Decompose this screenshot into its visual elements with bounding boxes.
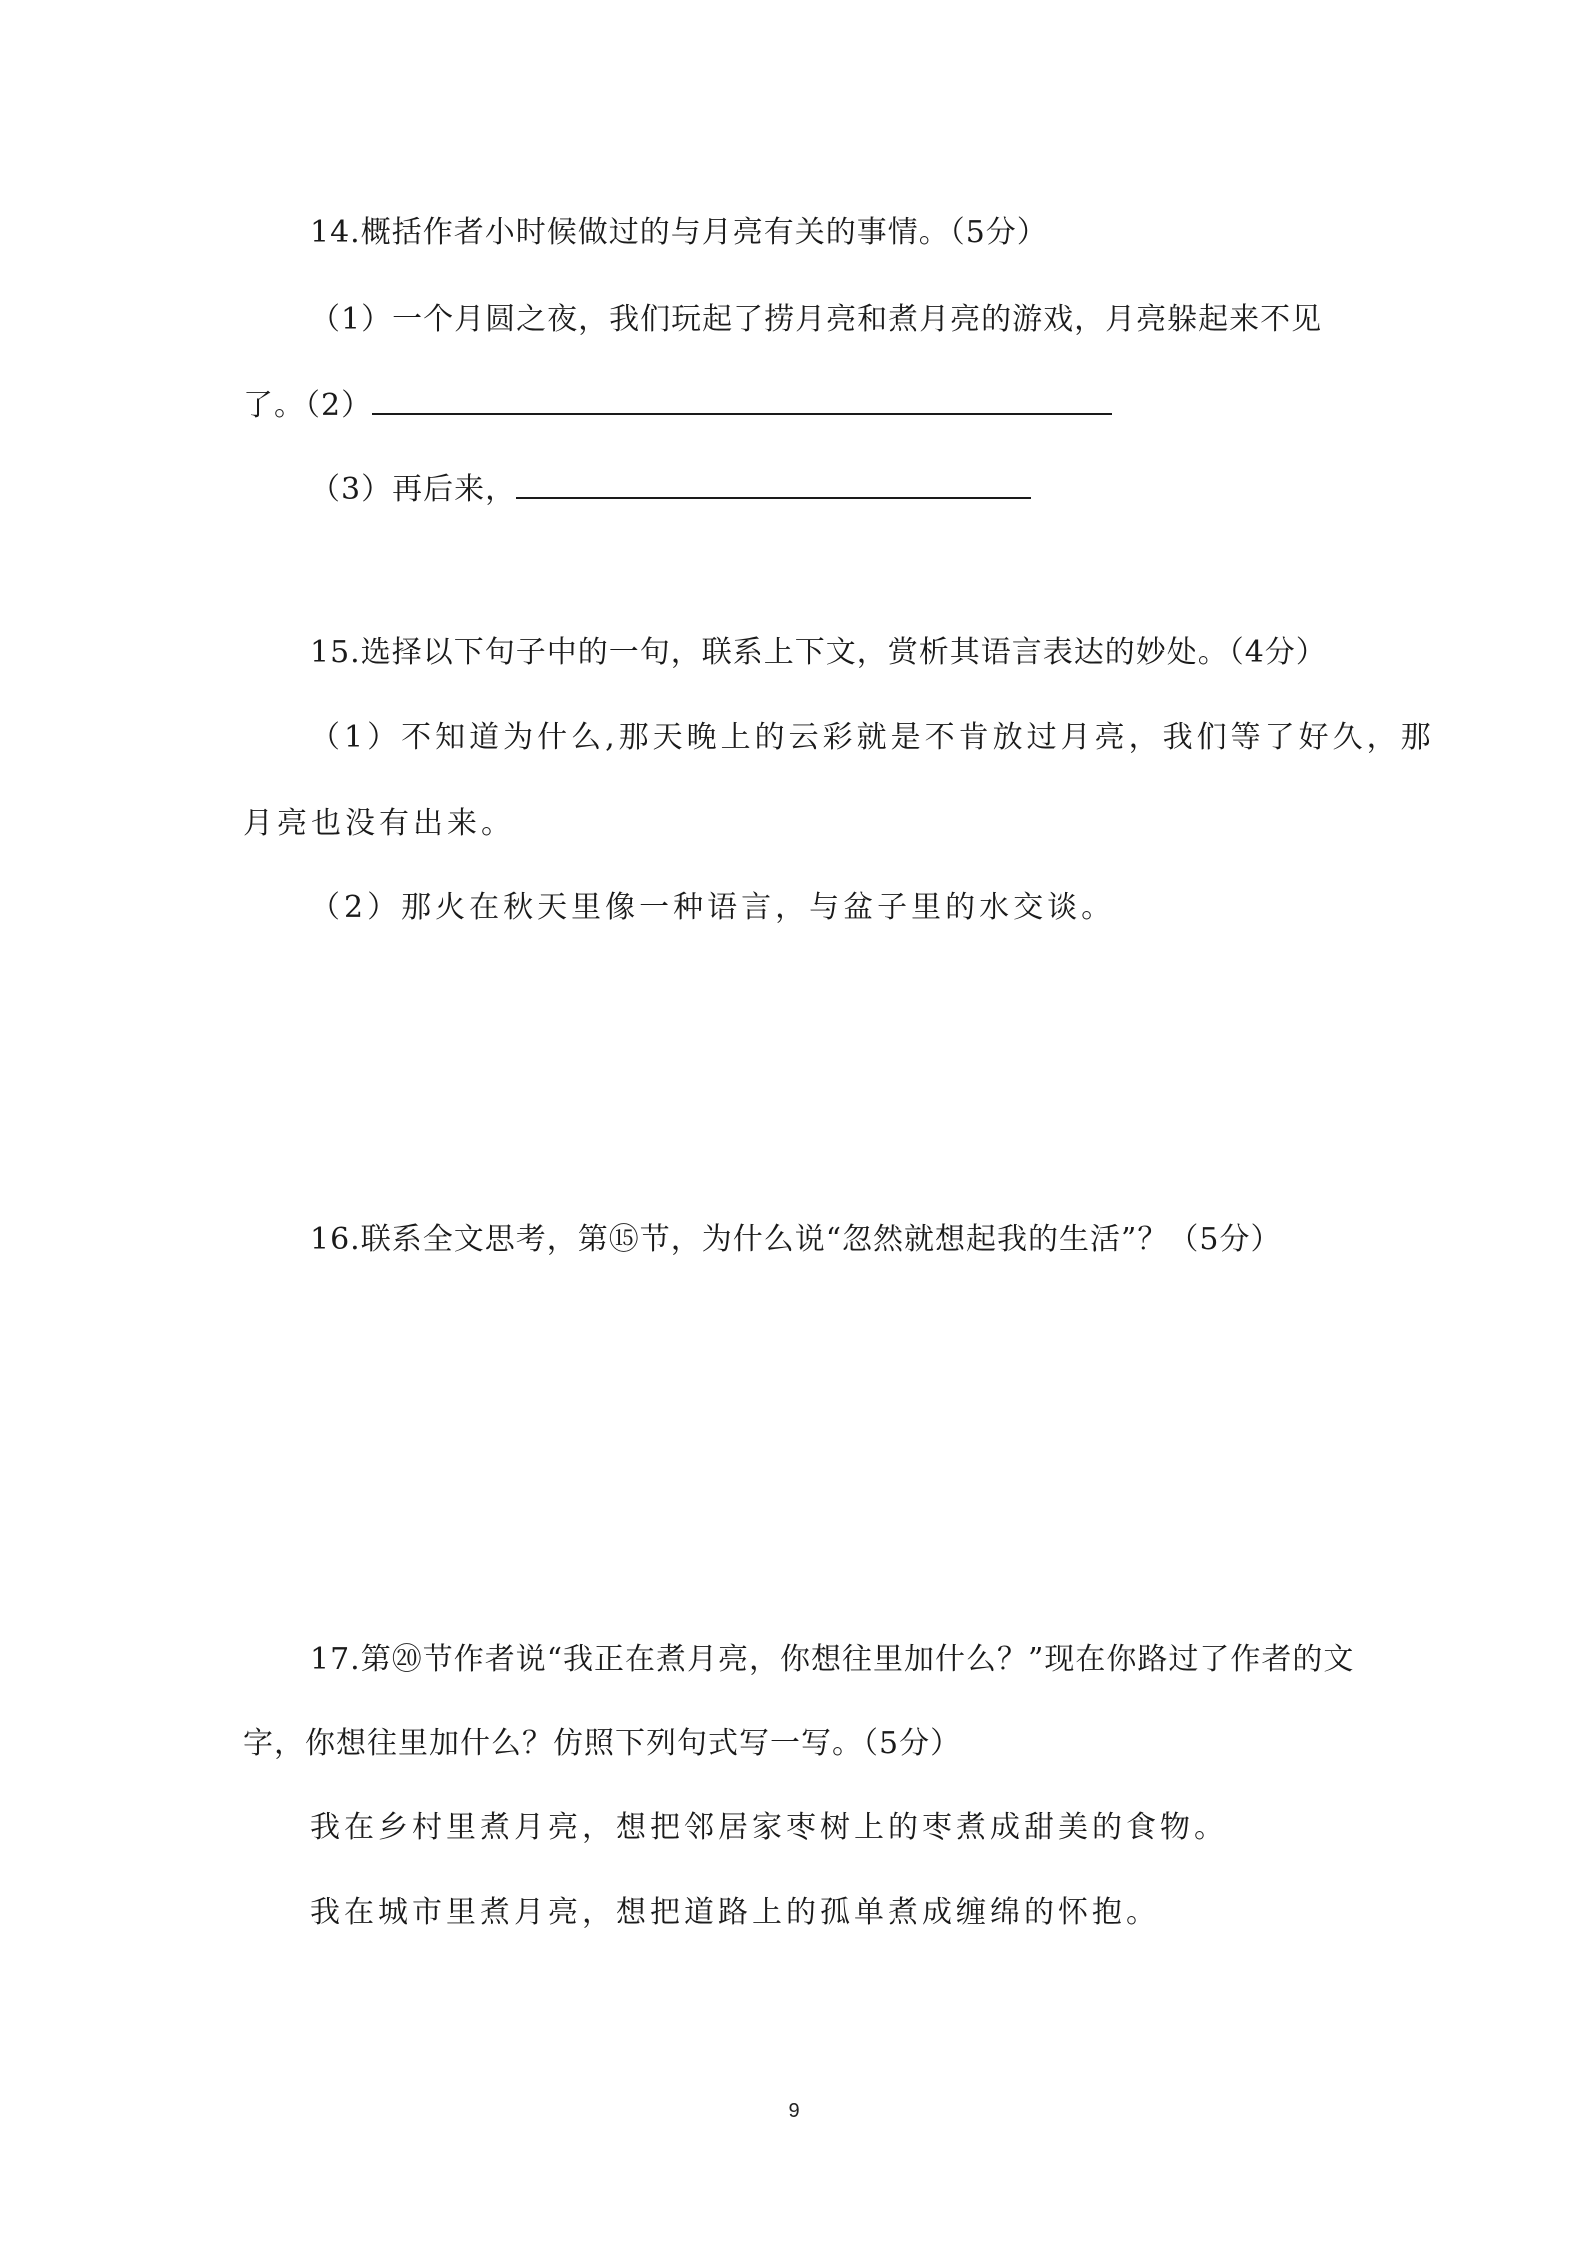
q15-title: 15.选择以下句子中的一句，联系上下文，赏析其语言表达的妙处。（4分） — [310, 635, 1327, 670]
q17-example2: 我在城市里煮月亮，想把道路上的孤单煮成缠绵的怀抱。 — [310, 1895, 1160, 1930]
page-number: 9 — [788, 2100, 800, 2122]
q14-answer-blank-3[interactable] — [516, 469, 1031, 499]
q15-item2: （2）那火在秋天里像一种语言，与盆子里的水交谈。 — [310, 890, 1116, 925]
q15-item1-line2: 月亮也没有出来。 — [243, 806, 515, 841]
q15-item1-line1: （1）不知道为什么,那天晚上的云彩就是不肯放过月亮，我们等了好久，那 — [310, 720, 1435, 755]
q14-item1-line2 — [243, 385, 1112, 426]
q14-title: 14.概括作者小时候做过的与月亮有关的事情。（5分） — [310, 215, 1048, 250]
q14-item3 — [310, 469, 1031, 510]
q14-item1-line1: （1）一个月圆之夜，我们玩起了捞月亮和煮月亮的游戏，月亮躲起来不见 — [310, 302, 1323, 337]
q17-example1: 我在乡村里煮月亮，想把邻居家枣树上的枣煮成甜美的食物。 — [310, 1810, 1228, 1845]
q16-title: 16.联系全文思考，第⑮节，为什么说“忽然就想起我的生活”？（5分） — [310, 1222, 1282, 1257]
q14-answer-blank-2[interactable] — [372, 385, 1112, 415]
q14-item3-label: （3）再后来， — [310, 472, 517, 507]
q14-item2-label: 了。（2） — [243, 388, 373, 423]
q17-title-line2: 字，你想往里加什么？仿照下列句式写一写。（5分） — [243, 1726, 962, 1761]
q17-title-line1: 17.第⑳节作者说“我正在煮月亮，你想往里加什么？”现在你路过了作者的文 — [310, 1642, 1355, 1677]
